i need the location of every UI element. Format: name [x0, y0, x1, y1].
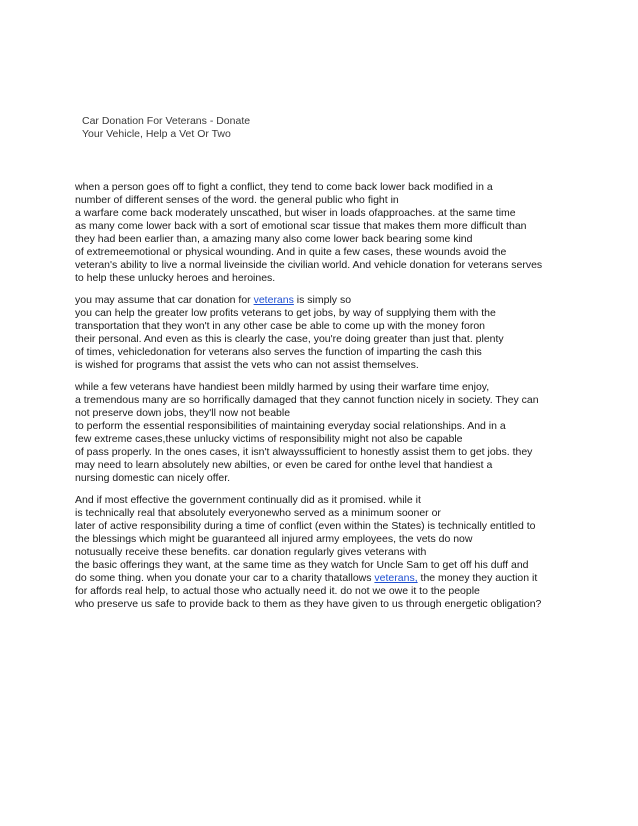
text-line: few extreme cases,these unlucky victims of responsibility might not also be capable [75, 433, 463, 445]
text-line: you can help the greater low profits veterans to get jobs, by way of supplying them with the [75, 307, 496, 319]
text-line: veteran's ability to live a normal liveinside the civilian world. And vehicle donation for veterans serves [75, 259, 543, 271]
paragraph [75, 381, 635, 485]
article-body [75, 181, 635, 620]
text-line: is technically real that absolutely everyonewho served as a minimum sooner or [75, 507, 441, 519]
text-line: later of active responsibility during a time of conflict (even within the States) is technically entitled to [75, 520, 536, 532]
text-line: the basic offerings they want, at the same time as they watch for Uncle Sam to get off his duff and [75, 559, 529, 571]
text-line: of extremeemotional or physical wounding. And in quite a few cases, these wounds avoid the [75, 246, 507, 258]
veterans-link[interactable]: veterans, [374, 572, 418, 584]
veterans-link[interactable]: veterans [253, 294, 294, 306]
text-line: number of different senses of the word. the general public who fight in [75, 194, 399, 206]
text-line: may need to learn absolutely new abilties, or even be cared for onthe level that handiest a [75, 459, 493, 471]
title-line: Car Donation For Veterans - Donate [82, 115, 251, 128]
text-line: while a few veterans have handiest been mildly harmed by using their warfare time enjoy, [75, 381, 490, 393]
text-line: nursing domestic can nicely offer. [75, 472, 231, 484]
text-line: to help these unlucky heroes and heroines. [75, 272, 276, 284]
text-line: of pass properly. In the ones cases, it isn't alwayssufficient to honestly assist them to get jobs. they [75, 446, 533, 458]
paragraph [75, 294, 635, 372]
text-line: as many come lower back with a sort of emotional scar tissue that makes them more difficult than [75, 220, 527, 232]
text-line: And if most effective the government continually did as it promised. while it [75, 494, 421, 506]
text-line: do some thing. when you donate your car to a charity thatallows veterans, the money they auction it [75, 572, 538, 584]
text-line: you may assume that car donation for veterans is simply so [75, 294, 352, 306]
text-line: the blessings which might be guaranteed all injured army employees, the vets do now [75, 533, 473, 545]
page-title [82, 115, 602, 141]
text-line: they had been earlier than, a amazing many also come lower back bearing some kind [75, 233, 473, 245]
text-line: to perform the essential responsibilities of maintaining everyday social relationships. And in a [75, 420, 506, 432]
text-line: their personal. And even as this is clearly the case, you're doing greater than just that. plenty [75, 333, 504, 345]
text-line: not preserve down jobs, they'll now not beable [75, 407, 291, 419]
text-line: when a person goes off to fight a conflict, they tend to come back lower back modified in a [75, 181, 493, 193]
text-line: is wished for programs that assist the vets who can not assist themselves. [75, 359, 419, 371]
text-line: for affords real help, to actual those who actually need it. do not we owe it to the people [75, 585, 480, 597]
title-line: Your Vehicle, Help a Vet Or Two [82, 128, 231, 141]
text-line: of times, vehicledonation for veterans also serves the function of imparting the cash this [75, 346, 482, 358]
text-line: a tremendous many are so horrifically damaged that they cannot function nicely in society. They can [75, 394, 539, 406]
text-line: transportation that they won't in any other case be able to come up with the money foron [75, 320, 485, 332]
text-line: notusually receive these benefits. car donation regularly gives veterans with [75, 546, 427, 558]
text-line: a warfare come back moderately unscathed, but wiser in loads ofapproaches. at the same time [75, 207, 516, 219]
paragraph [75, 181, 635, 285]
paragraph [75, 494, 635, 611]
text-line: who preserve us safe to provide back to them as they have given to us through energetic obligation? [75, 598, 542, 610]
